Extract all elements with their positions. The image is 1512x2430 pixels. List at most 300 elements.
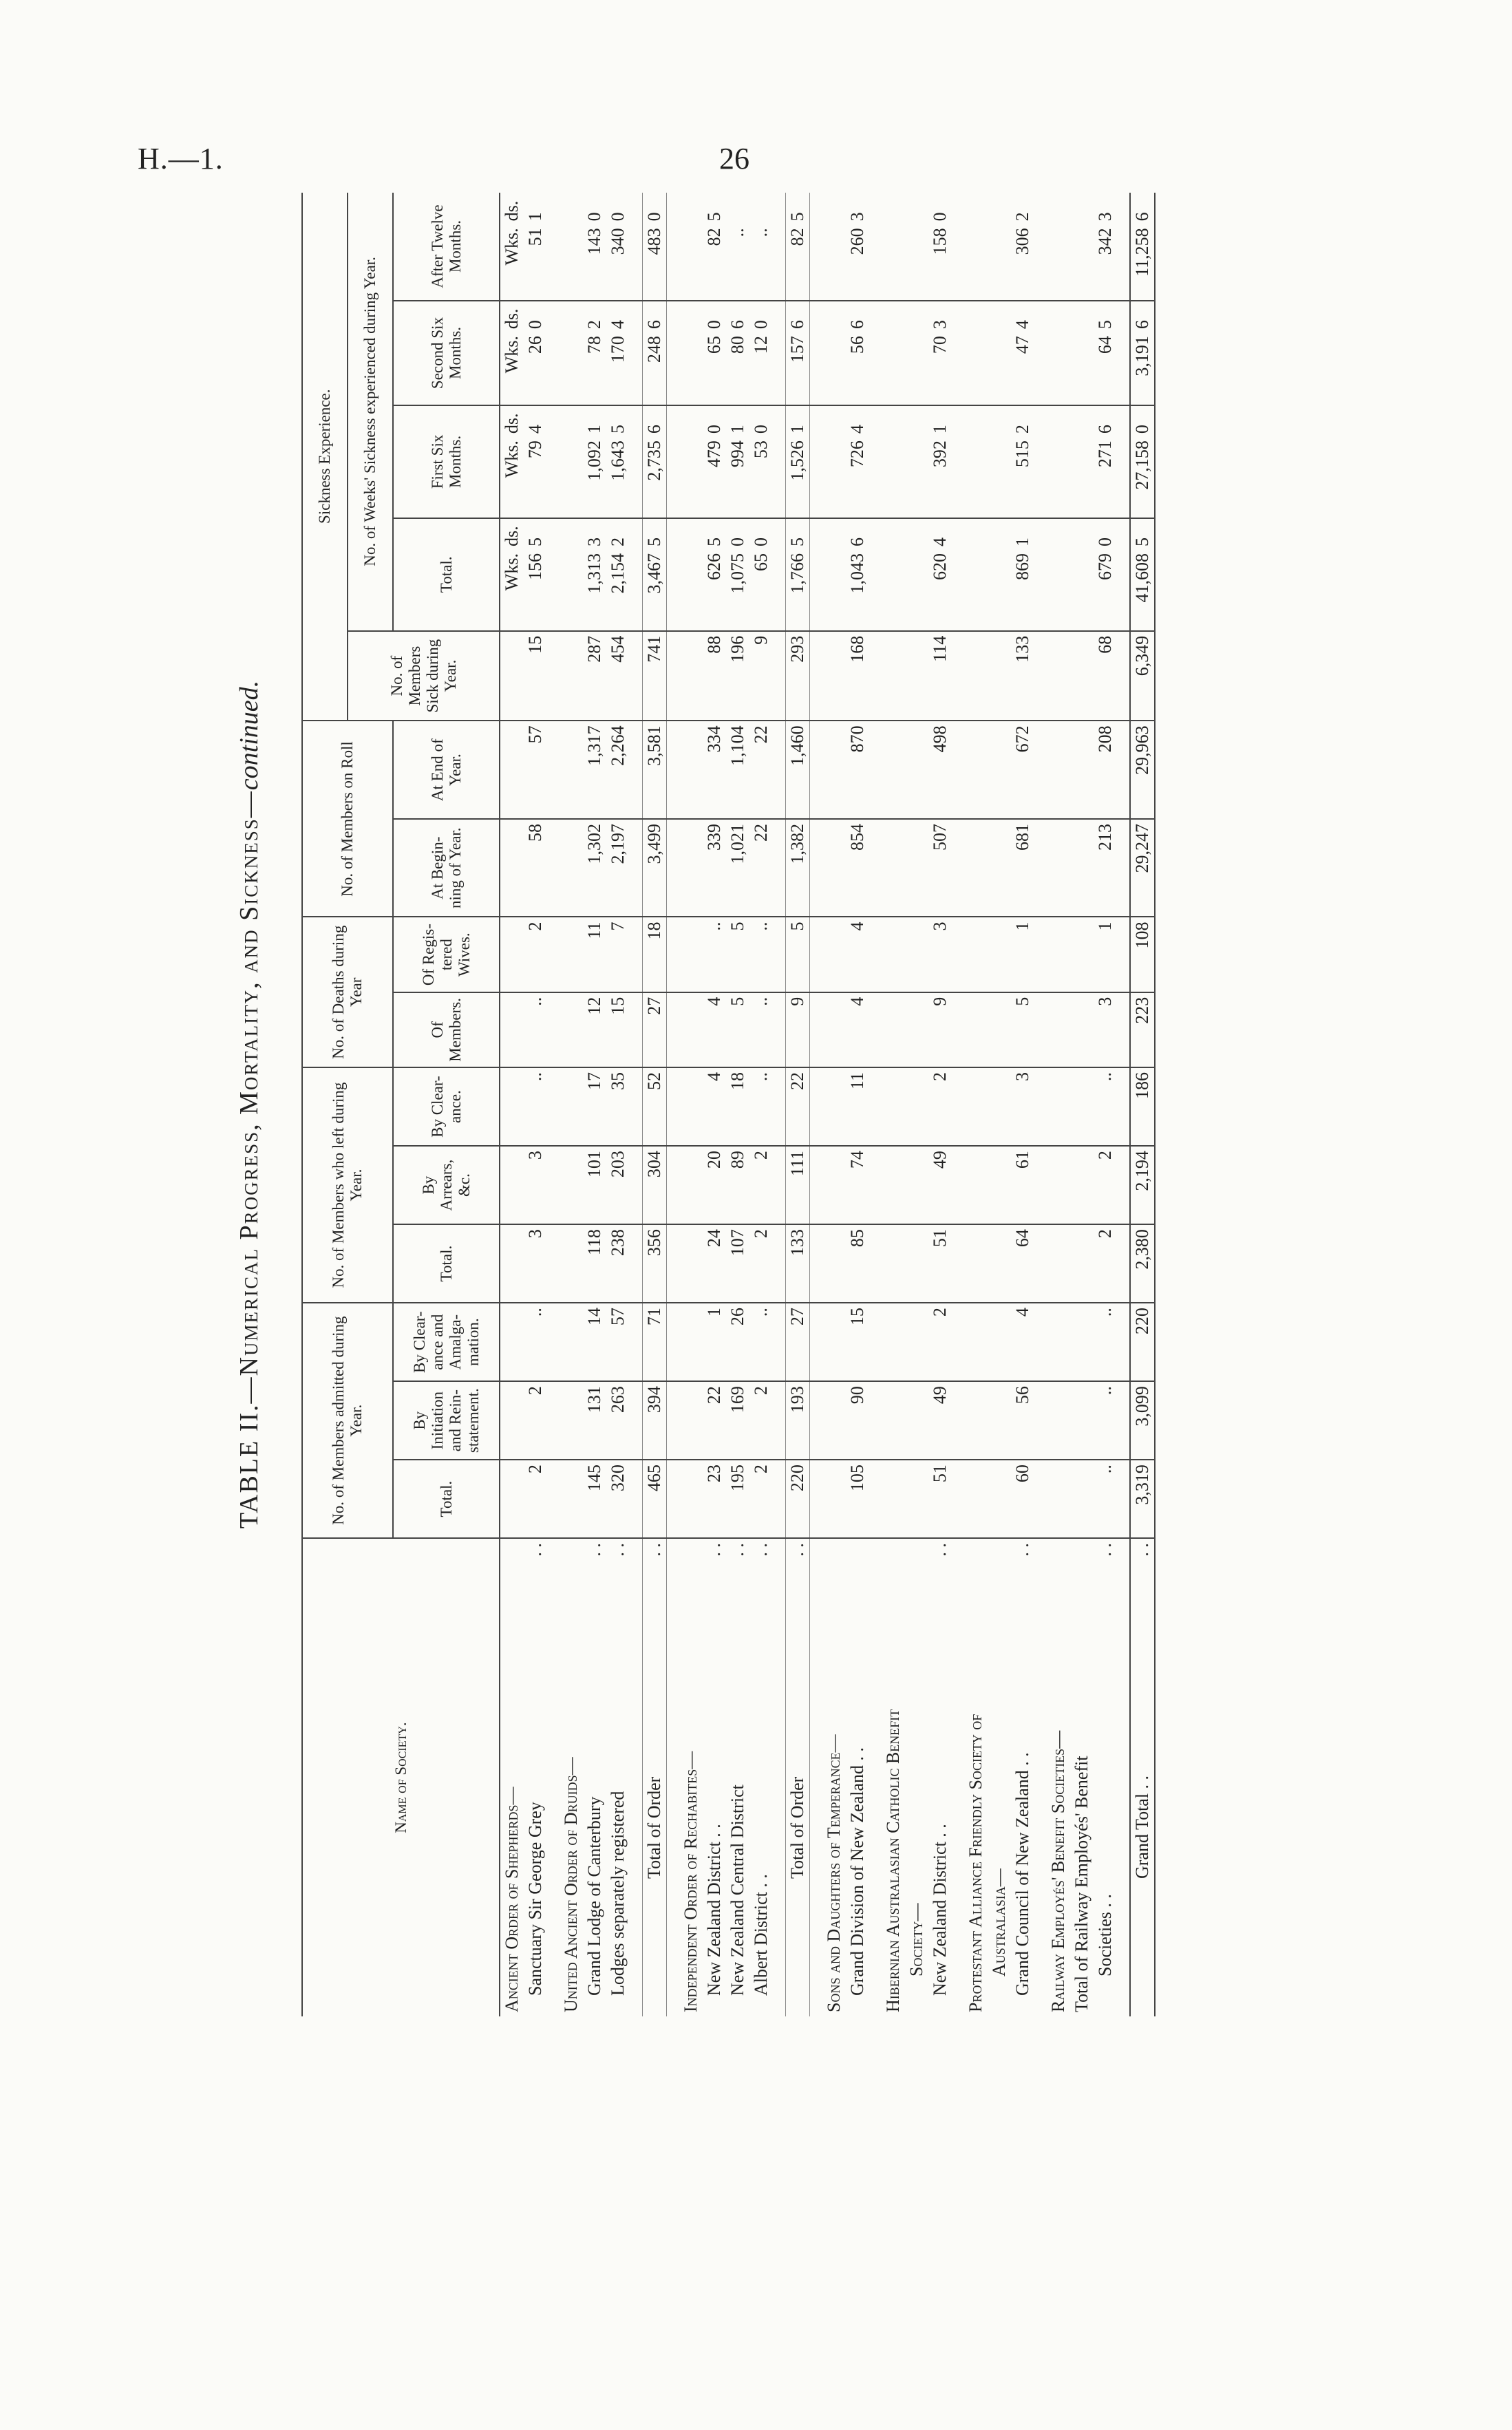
- cell-weeks: [630, 224, 643, 301]
- cell-value: [869, 819, 882, 917]
- cell-value: [560, 631, 583, 721]
- cell-value: [630, 1067, 643, 1146]
- cell-days: 6: [1130, 193, 1155, 224]
- page-code: H.—1.: [138, 142, 224, 175]
- cell-days: [1117, 193, 1130, 224]
- cell-weeks: 158: [928, 224, 952, 301]
- cell-value: 2: [524, 1460, 547, 1538]
- cell-value: [964, 917, 988, 992]
- weeks-unit-label: Wks.: [500, 332, 524, 405]
- cell-value: [560, 1303, 583, 1381]
- cell-value: 74: [846, 1146, 869, 1224]
- table-title-text: TABLE II.—Numerical Progress, Mortality, and Sickness—: [235, 790, 264, 1529]
- society-name: [524, 1538, 547, 2016]
- cell-weeks: [882, 224, 905, 301]
- cell-weeks: [679, 224, 703, 301]
- cell-value: [810, 1224, 823, 1303]
- cell-days: 4: [930, 537, 950, 547]
- cell-value: [773, 819, 786, 917]
- cell-value: 85: [846, 1224, 869, 1303]
- cell-value: [869, 1303, 882, 1381]
- cell-value: [810, 1381, 823, 1460]
- cell-weeks: [822, 224, 846, 301]
- weeks-unit-label: Wks.: [500, 224, 524, 301]
- cell-days: 0: [751, 537, 771, 547]
- cell-value: ..: [1094, 1381, 1117, 1460]
- cell-value: [500, 721, 524, 819]
- cell-days: [822, 193, 846, 224]
- cell-value: [1047, 1303, 1070, 1381]
- cell-value: [1117, 1146, 1130, 1224]
- cell-weeks: [822, 436, 846, 518]
- cell-value: [810, 992, 823, 1067]
- cell-value: [1034, 1303, 1047, 1381]
- cell-days: [1070, 193, 1094, 224]
- cell-days: 0: [643, 193, 667, 224]
- cell-days: 1: [1012, 537, 1032, 547]
- cell-value: [882, 1381, 905, 1460]
- cell-value: 14: [583, 1303, 606, 1381]
- cell-days: [679, 405, 703, 436]
- cell-value: [1034, 631, 1047, 721]
- cell-weeks: [560, 332, 583, 405]
- cell-value: [679, 992, 703, 1067]
- cell-days: 0: [704, 320, 724, 330]
- society-name: [928, 1538, 952, 2016]
- society-name-text: Sons and Daughters of Temperance—: [824, 1734, 844, 2012]
- cell-value: 51: [928, 1460, 952, 1538]
- cell-value: 29,247: [1130, 819, 1155, 917]
- weeks-unit-label: Wks.: [500, 436, 524, 518]
- cell-days: [726, 193, 749, 224]
- society-heading-row: [1070, 193, 1094, 2016]
- cell-weeks: 620: [928, 549, 952, 631]
- cell-days: [882, 405, 905, 436]
- cell-value: [905, 1460, 928, 1538]
- cell-days: [964, 518, 988, 549]
- society-name: [786, 1538, 810, 2016]
- cell-value: [1034, 819, 1047, 917]
- cell-weeks: [1047, 549, 1070, 631]
- cell-value: 68: [1094, 631, 1117, 721]
- leader-dots: . .: [1132, 1543, 1152, 1557]
- cell-weeks: 64: [1094, 332, 1117, 405]
- cell-value: [773, 917, 786, 992]
- cell-weeks: [964, 436, 988, 518]
- cell-weeks: [547, 224, 560, 301]
- society-name: [560, 1538, 583, 2016]
- cell-value: 1,104: [726, 721, 749, 819]
- cell-value: [667, 917, 680, 992]
- cell-days: [547, 518, 560, 549]
- cell-value: 7: [606, 917, 630, 992]
- cell-value: [822, 1146, 846, 1224]
- cell-value: [810, 1460, 823, 1538]
- society-name-text: Societies . .: [1095, 1894, 1115, 1976]
- cell-days: [667, 193, 680, 224]
- cell-value: 870: [846, 721, 869, 819]
- cell-value: [1034, 1381, 1047, 1460]
- cell-value: 64: [1011, 1224, 1034, 1303]
- cell-days: 1: [525, 212, 545, 222]
- cell-value: [1070, 631, 1094, 721]
- cell-value: 27: [643, 992, 667, 1067]
- cell-value: 22: [786, 1067, 810, 1146]
- cell-value: [882, 721, 905, 819]
- cell-value: [1034, 1224, 1047, 1303]
- cell-days: [822, 301, 846, 332]
- header-deaths-wives: Of Regis-tered Wives.: [393, 917, 500, 992]
- days-unit-label: ds.: [502, 200, 522, 222]
- cell-value: [952, 1460, 964, 1538]
- cell-weeks: ..: [749, 224, 773, 301]
- cell-value: ..: [524, 992, 547, 1067]
- cell-weeks: 65: [749, 549, 773, 631]
- cell-weeks: 26: [524, 332, 547, 405]
- cell-weeks: [869, 549, 882, 631]
- table-row: [928, 193, 952, 2016]
- cell-value: 2: [524, 917, 547, 992]
- cell-value: [882, 1460, 905, 1538]
- cell-days: [905, 518, 928, 549]
- cell-value: 1: [703, 1303, 726, 1381]
- cell-weeks: [1070, 332, 1094, 405]
- cell-value: 61: [1011, 1146, 1034, 1224]
- cell-value: [630, 1303, 643, 1381]
- cell-value: [1047, 1224, 1070, 1303]
- cell-value: 107: [726, 1224, 749, 1303]
- cell-value: [1117, 819, 1130, 917]
- cell-value: [822, 819, 846, 917]
- cell-days: 3: [930, 320, 950, 330]
- table-row: [524, 193, 547, 2016]
- cell-value: 9: [928, 992, 952, 1067]
- days-unit-label: ds.: [502, 308, 522, 330]
- society-name-text: Lodges separately registered: [608, 1791, 628, 1996]
- cell-days: [630, 301, 643, 332]
- cell-days: [1070, 405, 1094, 436]
- cell-weeks: 157: [786, 332, 810, 405]
- cell-value: 9: [786, 992, 810, 1067]
- cell-weeks: [988, 224, 1011, 301]
- cell-value: 1,302: [583, 819, 606, 917]
- cell-value: 339: [703, 819, 726, 917]
- society-name-text: Hibernian Australasian Catholic Benefit: [883, 1709, 903, 2012]
- header-deaths-members: Of Members.: [393, 992, 500, 1067]
- society-name-text: New Zealand District . .: [930, 1824, 950, 1996]
- cell-weeks: [905, 436, 928, 518]
- cell-value: [560, 992, 583, 1067]
- cell-weeks: 82: [786, 224, 810, 301]
- cell-value: 287: [583, 631, 606, 721]
- cell-value: [964, 1146, 988, 1224]
- cell-days: [679, 301, 703, 332]
- cell-value: [964, 1460, 988, 1538]
- cell-value: ..: [1094, 1460, 1117, 1538]
- cell-weeks: 70: [928, 332, 952, 405]
- cell-value: 4: [846, 917, 869, 992]
- cell-value: [952, 1067, 964, 1146]
- cell-value: [630, 1146, 643, 1224]
- cell-value: [964, 1224, 988, 1303]
- cell-weeks: 156: [524, 549, 547, 631]
- cell-weeks: [1034, 436, 1047, 518]
- cell-value: [1034, 721, 1047, 819]
- cell-value: [882, 631, 905, 721]
- cell-value: [882, 1224, 905, 1303]
- cell-value: [1047, 819, 1070, 917]
- cell-value: 334: [703, 721, 726, 819]
- cell-value: 29,963: [1130, 721, 1155, 819]
- cell-days: [869, 301, 882, 332]
- cell-days: [773, 405, 786, 436]
- cell-days: [882, 193, 905, 224]
- cell-days: [869, 193, 882, 224]
- cell-value: 169: [726, 1381, 749, 1460]
- cell-days: [952, 301, 964, 332]
- cell-days: [773, 518, 786, 549]
- cell-value: 18: [726, 1067, 749, 1146]
- leader-dots: . .: [1012, 1543, 1032, 1557]
- cell-days: 0: [751, 425, 771, 434]
- leader-dots: . .: [1095, 1543, 1115, 1557]
- cell-value: ..: [524, 1067, 547, 1146]
- cell-value: 304: [643, 1146, 667, 1224]
- society-heading-row: [822, 193, 846, 2016]
- cell-weeks: 271: [1094, 436, 1117, 518]
- cell-value: [952, 1303, 964, 1381]
- cell-days: 6: [1130, 301, 1155, 332]
- cell-value: 2: [928, 1303, 952, 1381]
- cell-value: [822, 1381, 846, 1460]
- cell-days: 2: [1012, 425, 1032, 434]
- cell-value: [905, 1067, 928, 1146]
- cell-days: 1: [930, 425, 950, 434]
- cell-weeks: [1070, 549, 1094, 631]
- cell-value: [630, 1460, 643, 1538]
- cell-value: [773, 1303, 786, 1381]
- cell-value: 4: [846, 992, 869, 1067]
- cell-weeks: 392: [928, 436, 952, 518]
- cell-value: [905, 819, 928, 917]
- cell-value: [882, 819, 905, 917]
- cell-value: [500, 917, 524, 992]
- cell-value: 186: [1130, 1067, 1155, 1146]
- cell-days: [1034, 518, 1047, 549]
- header-weeks: No. of Weeks' Sickness experienced during Year.: [348, 193, 393, 631]
- cell-value: [773, 1146, 786, 1224]
- society-heading-row: [964, 193, 988, 2016]
- cell-value: 1: [1011, 917, 1034, 992]
- cell-value: [952, 631, 964, 721]
- cell-days: [630, 405, 643, 436]
- cell-value: 507: [928, 819, 952, 917]
- cell-value: [1047, 1146, 1070, 1224]
- society-name-text: Total of Order: [787, 1776, 807, 1879]
- society-name: [988, 1538, 1011, 2016]
- cell-weeks: [952, 436, 964, 518]
- spacer-row: [630, 193, 643, 2016]
- cell-days: 0: [608, 212, 628, 222]
- cell-value: 58: [524, 819, 547, 917]
- cell-weeks: [560, 549, 583, 631]
- header-left-clearance: By Clear-ance.: [393, 1067, 500, 1146]
- society-name-text: Grand Lodge of Canterbury: [584, 1796, 604, 1996]
- cell-value: [988, 992, 1011, 1067]
- cell-value: [952, 992, 964, 1067]
- cell-days: 0: [1095, 537, 1115, 547]
- cell-days: 3: [584, 537, 604, 547]
- cell-value: [1117, 1224, 1130, 1303]
- society-name-text: Grand Council of New Zealand . .: [1012, 1752, 1032, 1996]
- cell-value: [1070, 721, 1094, 819]
- cell-value: 854: [846, 819, 869, 917]
- cell-value: 3,499: [643, 819, 667, 917]
- cell-days: [547, 193, 560, 224]
- cell-days: [822, 405, 846, 436]
- cell-value: 3: [524, 1146, 547, 1224]
- cell-value: 1,460: [786, 721, 810, 819]
- header-weeks-total: Total.: [393, 518, 500, 631]
- header-roll: No. of Members on Roll: [302, 721, 393, 917]
- header-sickness: Sickness Experience.: [302, 193, 348, 721]
- cell-value: [869, 1381, 882, 1460]
- cell-weeks: [952, 332, 964, 405]
- cell-days: 5: [1130, 518, 1155, 549]
- cell-value: [822, 1067, 846, 1146]
- cell-value: [1034, 1067, 1047, 1146]
- cell-weeks: [1047, 332, 1070, 405]
- cell-value: 108: [1130, 917, 1155, 992]
- header-left-arrears: By Arrears, &c.: [393, 1146, 500, 1224]
- cell-value: [773, 1067, 786, 1146]
- cell-value: [679, 1224, 703, 1303]
- table-row: [1094, 193, 1117, 2016]
- cell-weeks: 78: [583, 332, 606, 405]
- cell-weeks: 143: [583, 224, 606, 301]
- cell-weeks: [869, 224, 882, 301]
- cell-value: [869, 1067, 882, 1146]
- society-name: [1117, 1538, 1130, 2016]
- leader-dots: . .: [787, 1543, 807, 1557]
- cell-value: 6,349: [1130, 631, 1155, 721]
- society-name: [1047, 1538, 1070, 2016]
- header-roll-end: At End of Year.: [393, 721, 500, 819]
- cell-value: [547, 992, 560, 1067]
- cell-value: 465: [643, 1460, 667, 1538]
- header-left-total: Total.: [393, 1224, 500, 1303]
- days-unit-label: ds.: [502, 526, 522, 547]
- header-name: Name of Society.: [302, 1538, 500, 2016]
- cell-value: 118: [583, 1224, 606, 1303]
- cell-value: [869, 1146, 882, 1224]
- cell-days: 3: [1095, 212, 1115, 222]
- cell-weeks: 2,735: [643, 436, 667, 518]
- cell-value: [810, 1303, 823, 1381]
- cell-weeks: 260: [846, 224, 869, 301]
- cell-days: 2: [608, 537, 628, 547]
- cell-value: 193: [786, 1381, 810, 1460]
- leader-dots: . .: [930, 1543, 950, 1557]
- cell-value: 672: [1011, 721, 1034, 819]
- cell-value: [988, 721, 1011, 819]
- cell-weeks: [547, 436, 560, 518]
- cell-value: [500, 1460, 524, 1538]
- cell-weeks: 1,075: [726, 549, 749, 631]
- cell-weeks: [1117, 332, 1130, 405]
- cell-days: 6: [847, 320, 867, 330]
- cell-value: 145: [583, 1460, 606, 1538]
- cell-value: [679, 819, 703, 917]
- cell-weeks: [882, 436, 905, 518]
- cell-days: [810, 193, 823, 224]
- cell-value: [810, 819, 823, 917]
- cell-value: [810, 917, 823, 992]
- cell-days: 0: [704, 425, 724, 434]
- cell-value: [988, 1146, 1011, 1224]
- cell-value: [1047, 1067, 1070, 1146]
- cell-weeks: [810, 332, 823, 405]
- cell-days: [547, 405, 560, 436]
- cell-value: [547, 1460, 560, 1538]
- society-name-text: United Ancient Order of Druids—: [561, 1757, 581, 2012]
- cell-weeks: [630, 436, 643, 518]
- cell-value: [1117, 917, 1130, 992]
- cell-days: [560, 405, 583, 436]
- cell-value: [988, 1460, 1011, 1538]
- cell-value: [547, 1146, 560, 1224]
- society-name-text: New Zealand Central District: [727, 1784, 747, 1996]
- cell-weeks: 79: [524, 436, 547, 518]
- cell-days: 4: [525, 425, 545, 434]
- society-name-text: Total of Railway Employés' Benefit: [1072, 1756, 1092, 2012]
- cell-weeks: [988, 549, 1011, 631]
- cell-days: [1117, 518, 1130, 549]
- cell-days: [964, 301, 988, 332]
- cell-value: 196: [726, 631, 749, 721]
- cell-days: [749, 193, 773, 224]
- cell-value: [500, 1146, 524, 1224]
- society-name: [583, 1538, 606, 2016]
- cell-value: 5: [1011, 992, 1034, 1067]
- cell-value: [500, 992, 524, 1067]
- cell-weeks: 11,258: [1130, 224, 1155, 301]
- cell-value: [952, 721, 964, 819]
- society-heading-row: [560, 193, 583, 2016]
- cell-value: [667, 1303, 680, 1381]
- society-name: [643, 1538, 667, 2016]
- cell-weeks: [630, 549, 643, 631]
- header-admitted-clearance: By Clear-ance and Amalga-mation.: [393, 1303, 500, 1381]
- cell-value: 208: [1094, 721, 1117, 819]
- cell-value: [773, 1224, 786, 1303]
- cell-value: [773, 721, 786, 819]
- society-name: [630, 1538, 643, 2016]
- cell-value: 3: [1094, 992, 1117, 1067]
- society-name: [773, 1538, 786, 2016]
- cell-value: [964, 1067, 988, 1146]
- cell-value: [630, 1224, 643, 1303]
- cell-value: [822, 1224, 846, 1303]
- cell-value: [964, 1381, 988, 1460]
- cell-days: [964, 405, 988, 436]
- cell-weeks: [560, 224, 583, 301]
- cell-value: 23: [703, 1460, 726, 1538]
- cell-value: [905, 1303, 928, 1381]
- cell-days: 6: [786, 301, 810, 332]
- cell-value: 60: [1011, 1460, 1034, 1538]
- cell-value: 11: [846, 1067, 869, 1146]
